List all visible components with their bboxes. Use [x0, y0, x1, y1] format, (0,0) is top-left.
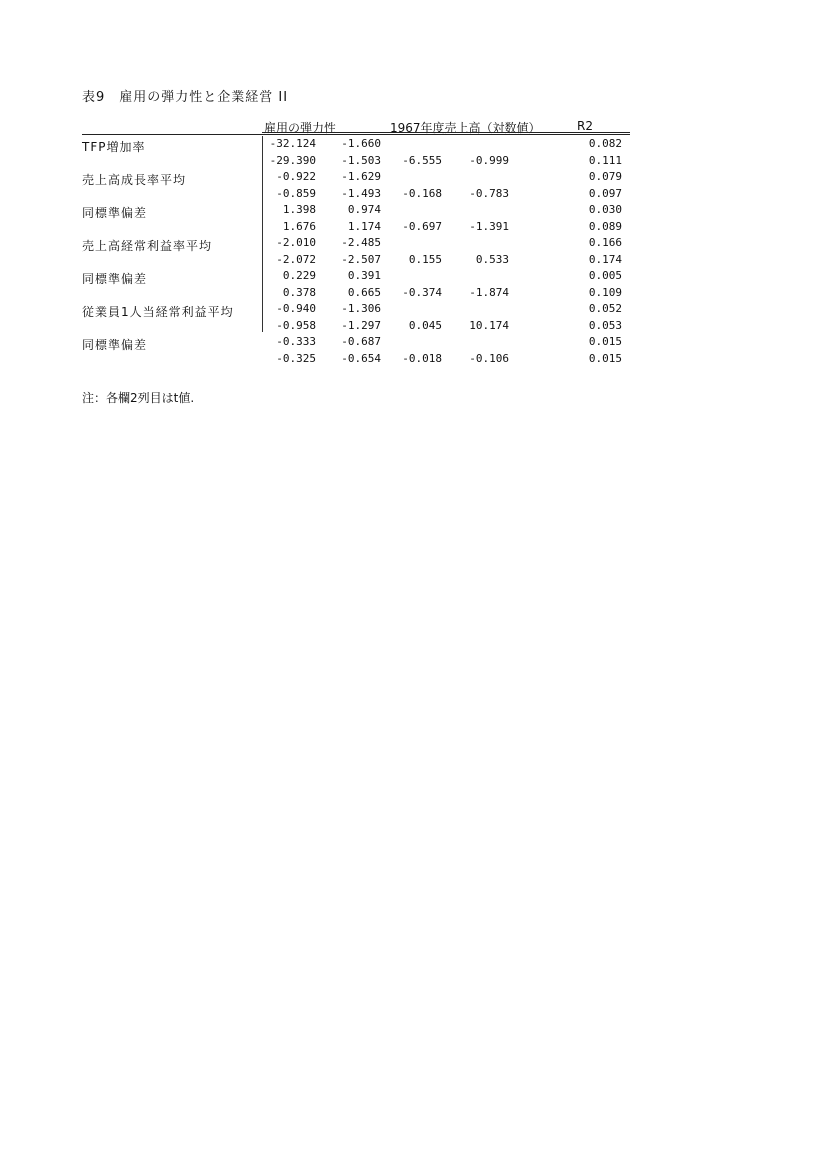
table-cell: -1.391 — [469, 219, 509, 233]
table-cell: -0.687 — [341, 335, 381, 348]
table-cell: 1.174 — [347, 219, 381, 233]
table-cell: 0.378 — [282, 285, 316, 299]
row-label: 同標準偏差 — [82, 272, 148, 286]
table-cell: 0.015 — [588, 351, 622, 365]
table-cell: -0.168 — [402, 186, 442, 200]
table-cell: 1.398 — [282, 203, 316, 216]
table-cell: -0.922 — [276, 170, 316, 183]
table-cell: 0.089 — [588, 219, 622, 233]
table-cell: -2.010 — [276, 236, 316, 249]
table-cell: 0.391 — [347, 269, 381, 282]
table-cell: -0.783 — [469, 186, 509, 200]
table-cell: -0.333 — [276, 335, 316, 348]
table-cell: -2.507 — [341, 252, 381, 266]
table-cell: -32.124 — [269, 137, 316, 150]
table-cell: 0.665 — [347, 285, 381, 299]
table-cell: -0.940 — [276, 302, 316, 315]
table-cell: -1.493 — [341, 186, 381, 200]
table-cell: -0.859 — [276, 186, 316, 200]
table-cell: 0.082 — [588, 137, 622, 150]
header-r2: R2 — [577, 119, 593, 133]
table-cell: 0.174 — [588, 252, 622, 266]
table-cell: 10.174 — [469, 318, 509, 332]
row-label: 売上高成長率平均 — [82, 173, 187, 187]
table-cell: -1.306 — [341, 302, 381, 315]
table-cell: -0.697 — [402, 219, 442, 233]
table-cell: -2.485 — [341, 236, 381, 249]
table-cell: 0.533 — [475, 252, 509, 266]
table-title: 表9 雇用の弾力性と企業経営 II — [82, 90, 289, 105]
table-cell: -0.106 — [469, 351, 509, 365]
table-cell: 0.053 — [588, 318, 622, 332]
table-note: 注：各欄2列目はt値. — [82, 391, 195, 405]
table-cell: -1.503 — [341, 153, 381, 167]
table-cell: -0.018 — [402, 351, 442, 365]
row-label: 同標準偏差 — [82, 206, 148, 220]
header-rule-upper — [262, 132, 630, 133]
table-cell: 0.974 — [347, 203, 381, 216]
row-label: TFP増加率 — [82, 140, 146, 154]
row-label: 従業員1人当経常利益平均 — [82, 305, 234, 319]
table-cell: 0.166 — [588, 236, 622, 249]
table-cell: -0.374 — [402, 285, 442, 299]
table-cell: -6.555 — [402, 153, 442, 167]
table-cell: 0.229 — [282, 269, 316, 282]
row-label: 同標準偏差 — [82, 338, 148, 352]
table-cell: 0.079 — [588, 170, 622, 183]
table-cell: -29.390 — [269, 153, 316, 167]
table-cell: 0.097 — [588, 186, 622, 200]
table-cell: 0.109 — [588, 285, 622, 299]
table-cell: -2.072 — [276, 252, 316, 266]
table-cell: -1.629 — [341, 170, 381, 183]
header-rule — [82, 134, 630, 135]
table-cell: -1.660 — [341, 137, 381, 150]
table-cell: -0.654 — [341, 351, 381, 365]
header-sales-1967: 1967年度売上高（対数値） — [390, 121, 541, 135]
table-cell: -0.999 — [469, 153, 509, 167]
header-employment-elasticity: 雇用の弾力性 — [264, 121, 337, 135]
table-cell: -0.325 — [276, 351, 316, 365]
table-cell: -0.958 — [276, 318, 316, 332]
table-cell: 0.030 — [588, 203, 622, 216]
table-cell: 0.015 — [588, 335, 622, 348]
table-cell: 0.052 — [588, 302, 622, 315]
table-cell: 1.676 — [282, 219, 316, 233]
table-cell: -1.874 — [469, 285, 509, 299]
table-cell: 0.111 — [588, 153, 622, 167]
table-cell: 0.155 — [408, 252, 442, 266]
row-label: 売上高経常利益率平均 — [82, 239, 213, 253]
table-cell: 0.005 — [588, 269, 622, 282]
table-cell: 0.045 — [408, 318, 442, 332]
table-cell: -1.297 — [341, 318, 381, 332]
